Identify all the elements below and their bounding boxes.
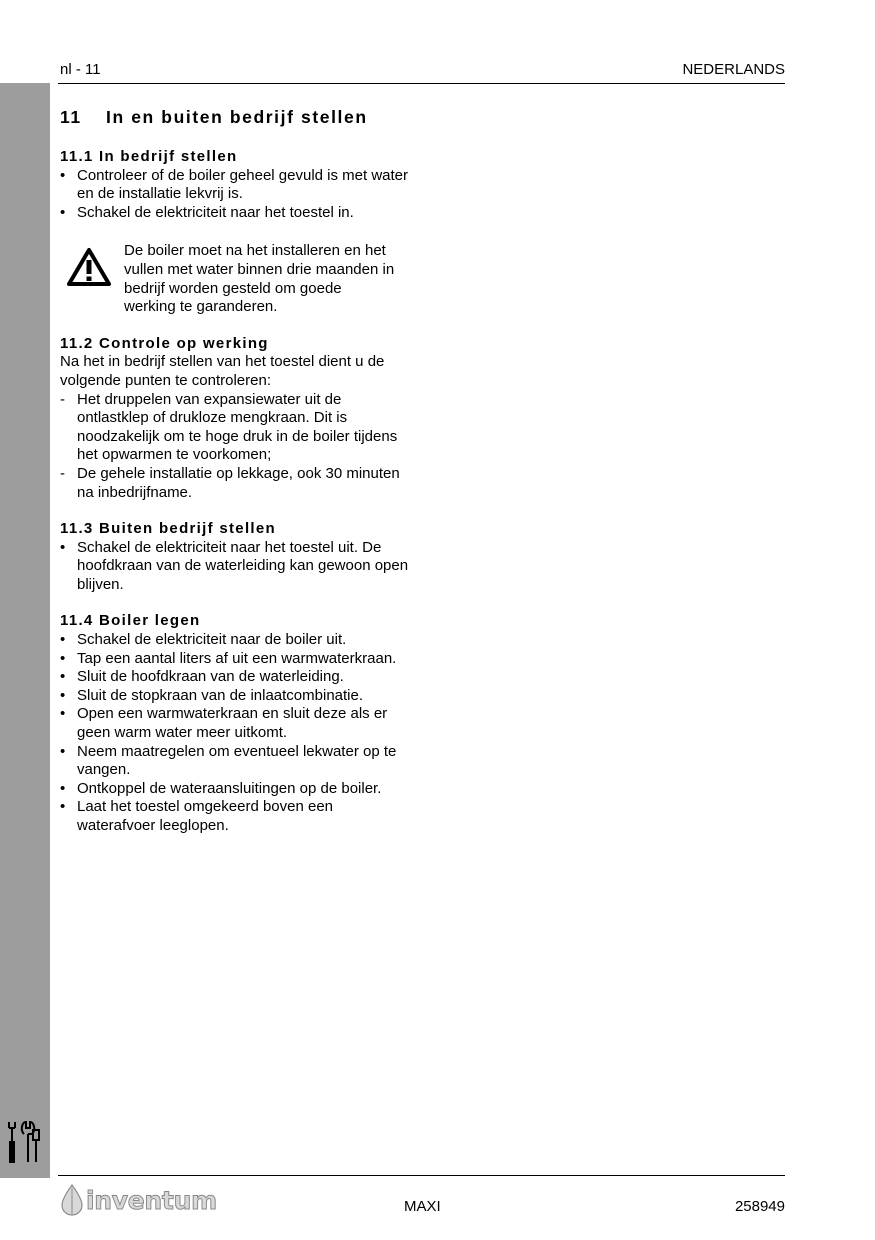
- tools-icon: [6, 1118, 46, 1166]
- list-item-text: Schakel de elektriciteit naar het toestel uit. De hoofdkraan van de waterleiding kan gewoon open blijven.: [77, 538, 409, 593]
- brand-name: inventum: [86, 1185, 217, 1215]
- list-item: • Sluit de hoofdkraan van de waterleiding.: [60, 668, 344, 686]
- chapter-title-text: In en buiten bedrijf stellen: [106, 107, 368, 127]
- section-heading: 11.3 Buiten bedrijf stellen: [60, 520, 276, 538]
- list-item-text: Controleer of de boiler geheel gevuld is met water en de installatie lekvrij is.: [77, 166, 409, 203]
- list-item: • Tap een aantal liters af uit een warmwaterkraan.: [60, 649, 397, 667]
- section-heading: 11.4 Boiler legen: [60, 612, 201, 630]
- list-item-text: Tap een aantal liters af uit een warmwaterkraan.: [77, 649, 397, 667]
- list-item: • Sluit de stopkraan van de inlaatcombinatie.: [60, 686, 364, 704]
- list-item-text: Schakel de elektriciteit naar de boiler uit.: [77, 631, 347, 649]
- warning-triangle-icon: [66, 247, 112, 287]
- dash-list: [60, 391, 410, 503]
- section-heading: 11.2 Controle op werking: [60, 334, 269, 352]
- list-item: • Schakel de elektriciteit naar het toestel in.: [60, 203, 354, 221]
- list-item: • Controleer of de boiler geheel gevuld is met water en de installatie lekvrij is.: [60, 166, 409, 203]
- section-11-3: [60, 520, 410, 594]
- list-item-text: Ontkoppel de wateraansluitingen op de boiler.: [77, 779, 382, 797]
- brand-logo: [60, 1184, 217, 1216]
- list-item-text: Het druppelen van expansiewater uit de ontlastklep of drukloze mengkraan. Dit is noodzakelijk om te hoge druk in de boiler tijdens het opwarmen te voorkomen;: [77, 390, 398, 464]
- list-item-text: Sluit de stopkraan van de inlaatcombinatie.: [77, 686, 364, 704]
- list-item: • Laat het toestel omgekeerd boven een waterafvoer leeglopen.: [60, 798, 334, 834]
- list-item: - Het druppelen van expansiewater uit de ontlastklep of drukloze mengkraan. Dit is noodzakelijk om te hoge druk in de boiler tijdens het opwarmen te voorkomen;: [60, 390, 398, 464]
- bullet-list: [60, 167, 410, 223]
- list-item-text: Sluit de hoofdkraan van de waterleiding.: [77, 668, 344, 686]
- header-rule: [58, 83, 785, 84]
- chapter-title: [60, 105, 410, 129]
- warning-box: [60, 242, 410, 316]
- list-item: • Schakel de elektriciteit naar de boiler uit.: [60, 631, 347, 649]
- main-content: [60, 105, 410, 854]
- bullet-list: [60, 539, 410, 595]
- section-11-2: [60, 335, 410, 502]
- chapter-number: 11: [60, 107, 82, 127]
- water-drop-icon: [60, 1184, 84, 1216]
- list-item: • Ontkoppel de wateraansluitingen op de boiler.: [60, 779, 382, 797]
- warning-text: De boiler moet na het installeren en het vullen met water binnen drie maanden in bedrijf worden gesteld om goede werking te garanderen.: [124, 242, 395, 316]
- list-item: • Schakel de elektriciteit naar het toestel uit. De hoofdkraan van de waterleiding kan gewoon open blijven.: [60, 538, 409, 593]
- model-label: MAXI: [404, 1198, 441, 1215]
- page-label: nl - 11: [60, 61, 101, 78]
- side-bar: [0, 83, 50, 1178]
- bullet-list: [60, 631, 410, 836]
- list-item-text: Laat het toestel omgekeerd boven een waterafvoer leeglopen.: [77, 798, 334, 834]
- list-item-text: Schakel de elektriciteit naar het toestel in.: [77, 203, 354, 221]
- section-heading: 11.1 In bedrijf stellen: [60, 148, 238, 165]
- list-item-text: De gehele installatie op lekkage, ook 30 minuten na inbedrijfname.: [77, 464, 400, 501]
- list-item-text: Neem maatregelen om eventueel lekwater op te vangen.: [77, 742, 397, 779]
- list-item: - De gehele installatie op lekkage, ook 30 minuten na inbedrijfname.: [60, 464, 400, 501]
- language-label: NEDERLANDS: [682, 61, 785, 78]
- section-11-4: [60, 612, 410, 835]
- doc-number: 258949: [734, 1198, 785, 1215]
- section-intro: Na het in bedrijf stellen van het toestel dient u de volgende punten te controleren:: [60, 353, 385, 389]
- section-11-1: [60, 148, 410, 317]
- list-item: • Neem maatregelen om eventueel lekwater op te vangen.: [60, 742, 397, 779]
- list-item: • Open een warmwaterkraan en sluit deze als er geen warm water meer uitkomt.: [60, 705, 388, 742]
- list-item-text: Open een warmwaterkraan en sluit deze als er geen warm water meer uitkomt.: [77, 705, 388, 742]
- footer-rule: [58, 1175, 785, 1176]
